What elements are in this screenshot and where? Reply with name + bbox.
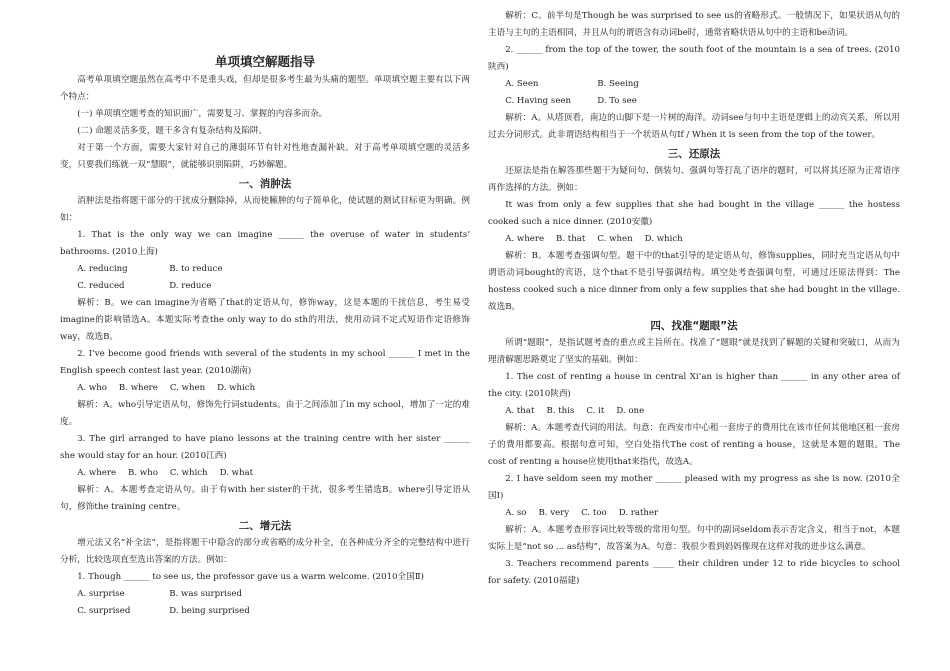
options-row [60,465,470,482]
section-intro: 增元法又名“补全法”，是指将题干中隐含的部分或省略的成分补全，在各种成分齐全的完整结构中进行分析，比较选项直至选出答案的方法。例如： [60,538,470,565]
question: 3. The girl arranged to have piano lessons at the training centre with her sister ______ she would stay for an hour. (2010江西) [60,434,470,461]
options-row [60,380,470,397]
question: 2. I have seldom seen my mother ______ pleased with my progress as she is now. (2010全国Ⅰ) [488,474,900,501]
option: C. Having seen [505,96,572,106]
options-row [488,231,900,248]
option: C. when [169,383,206,393]
options-row [488,76,900,93]
intro-point-1: (一) 单项填空题考查的知识面广，需要复习、掌握的内容多而杂。 [77,109,328,119]
option: D. what [219,468,254,478]
option: B. this [546,406,575,416]
section-intro: 所谓“题眼”，是指试题考查的重点或主旨所在。找准了“题眼”就是找到了解题的关键和突破口，从而为理清解题思路奠定了坚实的基础。例如： [488,338,900,365]
explanation: 解析：A。本题考查代词的用法。句意：在西安市中心租一套房子的费用比在该市任何其他地区租一套房子的费用都要高。根据句意可知，空白处指代The cost of renting a house，这就是本题的题眼。The cost of renting a house应使用that来指代，故选A。 [488,423,900,467]
option: D. which [217,383,256,393]
option: A. who [77,383,107,393]
option: D. To see [597,96,637,106]
option: A. reducing [77,264,128,274]
intro-paragraph: 高考单项填空题虽然在高考中不是重头戏，但却是很多考生最为头痛的题型。单项填空题主要有以下两个特点： [60,75,470,102]
explanation: 解析：A。本题考查定语从句。由于有with her sister的干扰，很多考生错选B。where引导定语从句，修饰the training centre。 [60,485,470,512]
option: A. Seen [505,79,539,89]
question: 2. I’ve become good friends with several of the students in my school ______ I met in the English speech contest last year. (2010湖南) [60,349,470,376]
option: C. surprised [77,606,131,616]
option: B. Seeing [597,79,639,89]
explanation: 解析：B。we can imagine为省略了that的定语从句，修饰way，这是本题的干扰信息，考生易受imagine的影响错选A。本题实际考查the only way to do sth的用法，使用动词不定式短语作定语修饰way，故选B。 [60,298,470,342]
question: 2. ______ from the top of the tower, the south foot of the mountain is a sea of trees. (2010陕西) [488,45,900,72]
options-row [488,403,900,420]
option: B. that [556,234,586,244]
options-row [488,93,900,110]
option: B. where [118,383,158,393]
section-intro: 还原法是指在解答那些题干为疑问句、倒装句、强调句等打乱了语序的题时，可以将其还原为正常语序再作选择的方法。例如： [488,166,900,193]
question: 1. Though ______ to see us, the professor gave us a warm welcome. (2010全国Ⅱ) [77,572,424,582]
options-row [488,505,900,522]
option: C. reduced [77,281,125,291]
page-title: 单项填空解题指导 [214,54,315,69]
options-row [60,603,470,620]
left-column [60,52,470,620]
section-heading-1: 一、消肿法 [238,178,292,190]
option: C. when [597,234,633,244]
question: 1. That is the only way we can imagine ______ the overuse of water in students’ bathrooms. (2010上海) [60,230,470,257]
section-heading-2: 二、增元法 [238,520,292,532]
option: D. which [644,234,683,244]
options-row [60,278,470,295]
options-row [60,586,470,603]
option: B. who [128,468,158,478]
option: B. to reduce [169,264,223,274]
option: A. so [505,508,527,518]
explanation: 解析：C。前半句是Though he was surprised to see us的省略形式。一般情况下，如果状语从句的主语与主句的主语相同，并且从句的谓语含有动词be时，通常省略状语从句中的主语和be动词。 [488,11,900,38]
option: B. very [538,508,570,518]
explanation: 解析：B。本题考查强调句型。题干中的that引导的是定语从句，修饰supplies，同时充当定语从句中谓语动词bought的宾语，这个that不是引导强调结构。填空处考查强调句型，可通过还原法得到：The hostess cooked such a nice dinner from only a few supplies that she had bought in the village. 故选B。 [488,251,900,312]
option: C. too [581,508,607,518]
right-column [488,8,900,590]
options-row [60,261,470,278]
option: D. rather [618,508,659,518]
option: D. being surprised [169,606,250,616]
option: A. that [505,406,535,416]
explanation: 解析：A。who引导定语从句，修饰先行词students。由于之间添加了in my school，增加了一定的难度。 [60,400,470,427]
explanation: 解析：A。从塔顶看，南边的山脚下是一片树的海洋。动词see与句中主语是逻辑上的动宾关系，所以用过去分词形式。此非谓语结构相当于一个状语从句If / When it is seen from the top of the tower。 [488,113,900,140]
intro-point-2: (二) 命题灵活多变，题干多含有复杂结构及陷阱。 [77,126,268,136]
question: 3. Teachers recommend parents _____ their children under 12 to ride bicycles to school for safety. (2010福建) [488,559,900,586]
intro-paragraph-2: 对于第一个方面，需要大家针对自己的薄弱环节有针对性地查漏补缺。对于高考单项填空题的灵活多变，只要我们练就一双“慧眼”，就能够识别陷阱，巧妙解题。 [60,143,470,170]
option: C. which [169,468,208,478]
section-intro: 消肿法是指将题干部分的干扰成分删除掉，从而使臃肿的句子简单化，使试题的测试目标更为明确。例如： [60,196,470,223]
option: A. surprise [77,589,125,599]
question: 1. The cost of renting a house in central Xi’an is higher than ______ in any other area of the city. (2010陕西) [488,372,900,399]
option: A. where [77,468,117,478]
option: A. where [505,234,545,244]
section-heading-3: 三、还原法 [667,148,721,160]
section-heading-4: 四、找准“题眼”法 [650,320,738,332]
question: It was from only a few supplies that she had bought in the village ______ the hostess cooked such a nice dinner. (2010安徽) [488,200,900,227]
explanation: 解析：A。本题考查形容词比较等级的常用句型。句中的副词seldom表示否定含义，相当于not，本题实际上是“not so ... as结构”，故答案为A。句意：我很少看到妈妈像现在这样对我的进步这么满意。 [488,525,900,552]
option: C. it [586,406,605,416]
option: D. one [616,406,645,416]
option: B. was surprised [169,589,242,599]
option: D. reduce [169,281,212,291]
